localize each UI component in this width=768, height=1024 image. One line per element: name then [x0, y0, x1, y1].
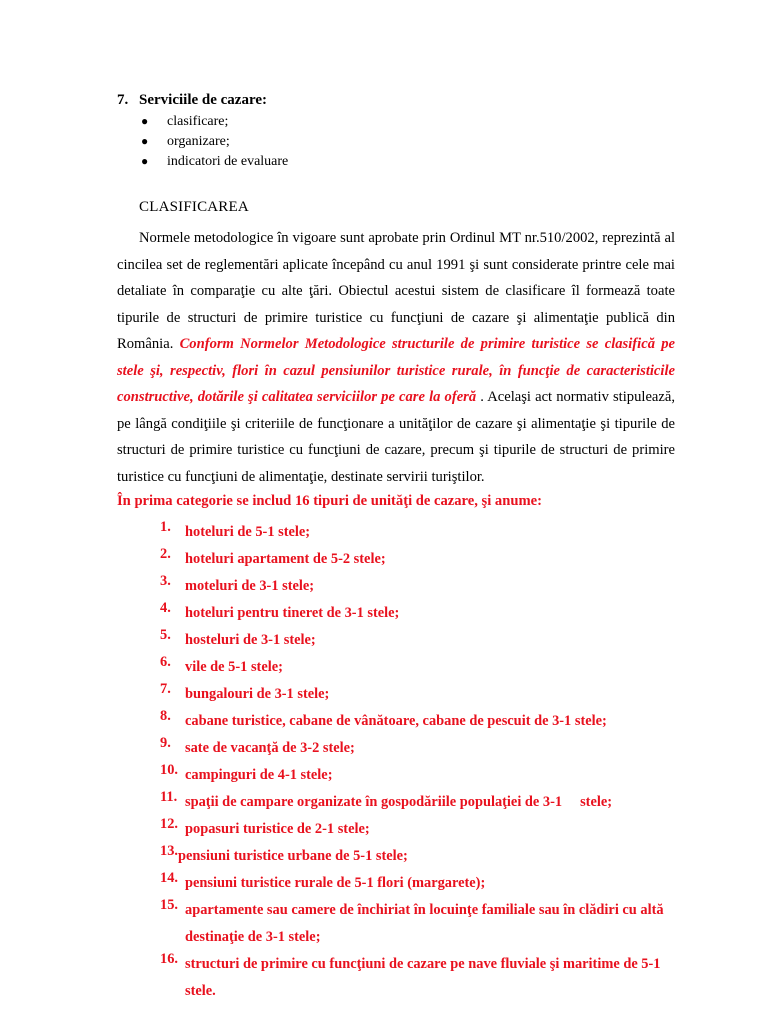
bullet-icon: ●: [141, 114, 149, 128]
bullet-item: [141, 114, 228, 130]
bullet-text: clasificare;: [167, 114, 229, 129]
section-title: CLASIFICAREA: [139, 199, 249, 215]
body-paragraph: [117, 225, 675, 490]
bullet-icon: ●: [141, 154, 149, 168]
section-number: 7.: [117, 92, 129, 108]
section-heading-label: Serviciile de cazare:: [139, 92, 267, 108]
bullet-item: [141, 154, 288, 170]
emphasis-text: Conform Normelor Metodologice structurile de primire turistice se clasifică pe stele şi, respectiv, flori în cazul pensiunilor turistice rurale, în funcţie de caracteristicile constructive, dotările şi calitatea serviciilor pe care la oferă: [117, 336, 675, 405]
document-page: 7. Serviciile de cazare: ● clasificare; ● organizare; ● indicatori de evaluare CLASIFICAREA Normele metodologice în vigoare sunt aprobate prin Ordinul MT nr.510/2002, reprezintă al cincilea set de reglementări aplicate începând cu anul 1991 şi sunt considerate printre cele mai detaliate în comparaţie cu alte ţări. Obiectul acestui sistem de clasificare îl formează toate tipurile de structuri de primire turistice cu funcţiuni de cazare şi alimentaţie publică din România. Conform Normelor Metodologice structurile de primire turistice se clasifică pe stele şi, respectiv, flori în cazul pensiunilor turistice rurale, în funcţie de caracteristicile constructive, dotările şi calitatea serviciilor pe care la oferă . Acelaşi act normativ stipulează, pe lângă condiţiile şi criteriile de funcţionare a unităţilor de cazare şi alimentaţie şi tipurile de structuri de primire turistice cu funcţiuni de cazare, precum şi tipurile de structuri de primire turistice cu funcţiuni de alimentaţie, destinate servirii turiştilor. În prima categorie se includ 16 tipuri de unităţi de cazare, şi anume: 1. hoteluri de 5-1 stele; 2. hoteluri apartament de 5-2 stele; 3. moteluri de 3-1 stele; 4. hoteluri pentru tineret de 3-1 stele; 5. hosteluri de 3-1 stele; 6. vile de 5-1 stele; 7. bungalouri de 3-1 stele; 8. cabane turistice, cabane de vânătoare, cabane de pescuit de 3-1 stele; 9. sate de vacanţă de 3-2 stele; 10. campinguri de 4-1 stele; 11. spaţii de campare organizate în gospodăriile populaţiei de 3-1 stele; 12. popasuri turistice de 2-1 stele; 13. pensiuni turistice urbane de 5-1 stele; 14. pensiuni turistice rurale de 5-1 flori (margarete); 15. apartamente sau camere de închiriat în locuinţe familiale sau în clădiri cu altă destinaţie de 3-1 stele; 16. structuri de primire cu funcţiuni de cazare pe nave fluviale şi maritime de 5-1 stele.: [117, 92, 675, 999]
list-intro: În prima categorie se includ 16 tipuri de unităţi de cazare, şi anume:: [117, 493, 542, 509]
paragraph-text: Normele metodologice în vigoare sunt aprobate prin Ordinul MT nr.510/2002, reprezintă al cincilea set de reglementări aplicate începând cu anul 1991 şi sunt considerate printre cele mai detaliate în comparaţie cu alte ţări. Obiectul acestui sistem de clasificare îl formează toate tipurile de structuri de primire turistice cu funcţiuni de cazare şi alimentaţie publică din România.: [117, 230, 675, 352]
bullet-text: organizare;: [167, 134, 230, 149]
paragraph-text-continued: . Acelaşi act normativ stipulează, pe lângă condiţiile şi criteriile de funcţionare a unităţilor de cazare şi alimentaţie şi tipurile de structuri de primire turistice cu funcţiuni de cazare, precum şi tipurile de structuri de primire turistice cu funcţiuni de alimentaţie, destinate servirii turiştilor.: [117, 389, 675, 485]
bullet-text: indicatori de evaluare: [167, 154, 289, 169]
bullet-icon: ●: [141, 134, 149, 148]
section-heading: [117, 92, 267, 109]
bullet-item: [141, 134, 230, 150]
